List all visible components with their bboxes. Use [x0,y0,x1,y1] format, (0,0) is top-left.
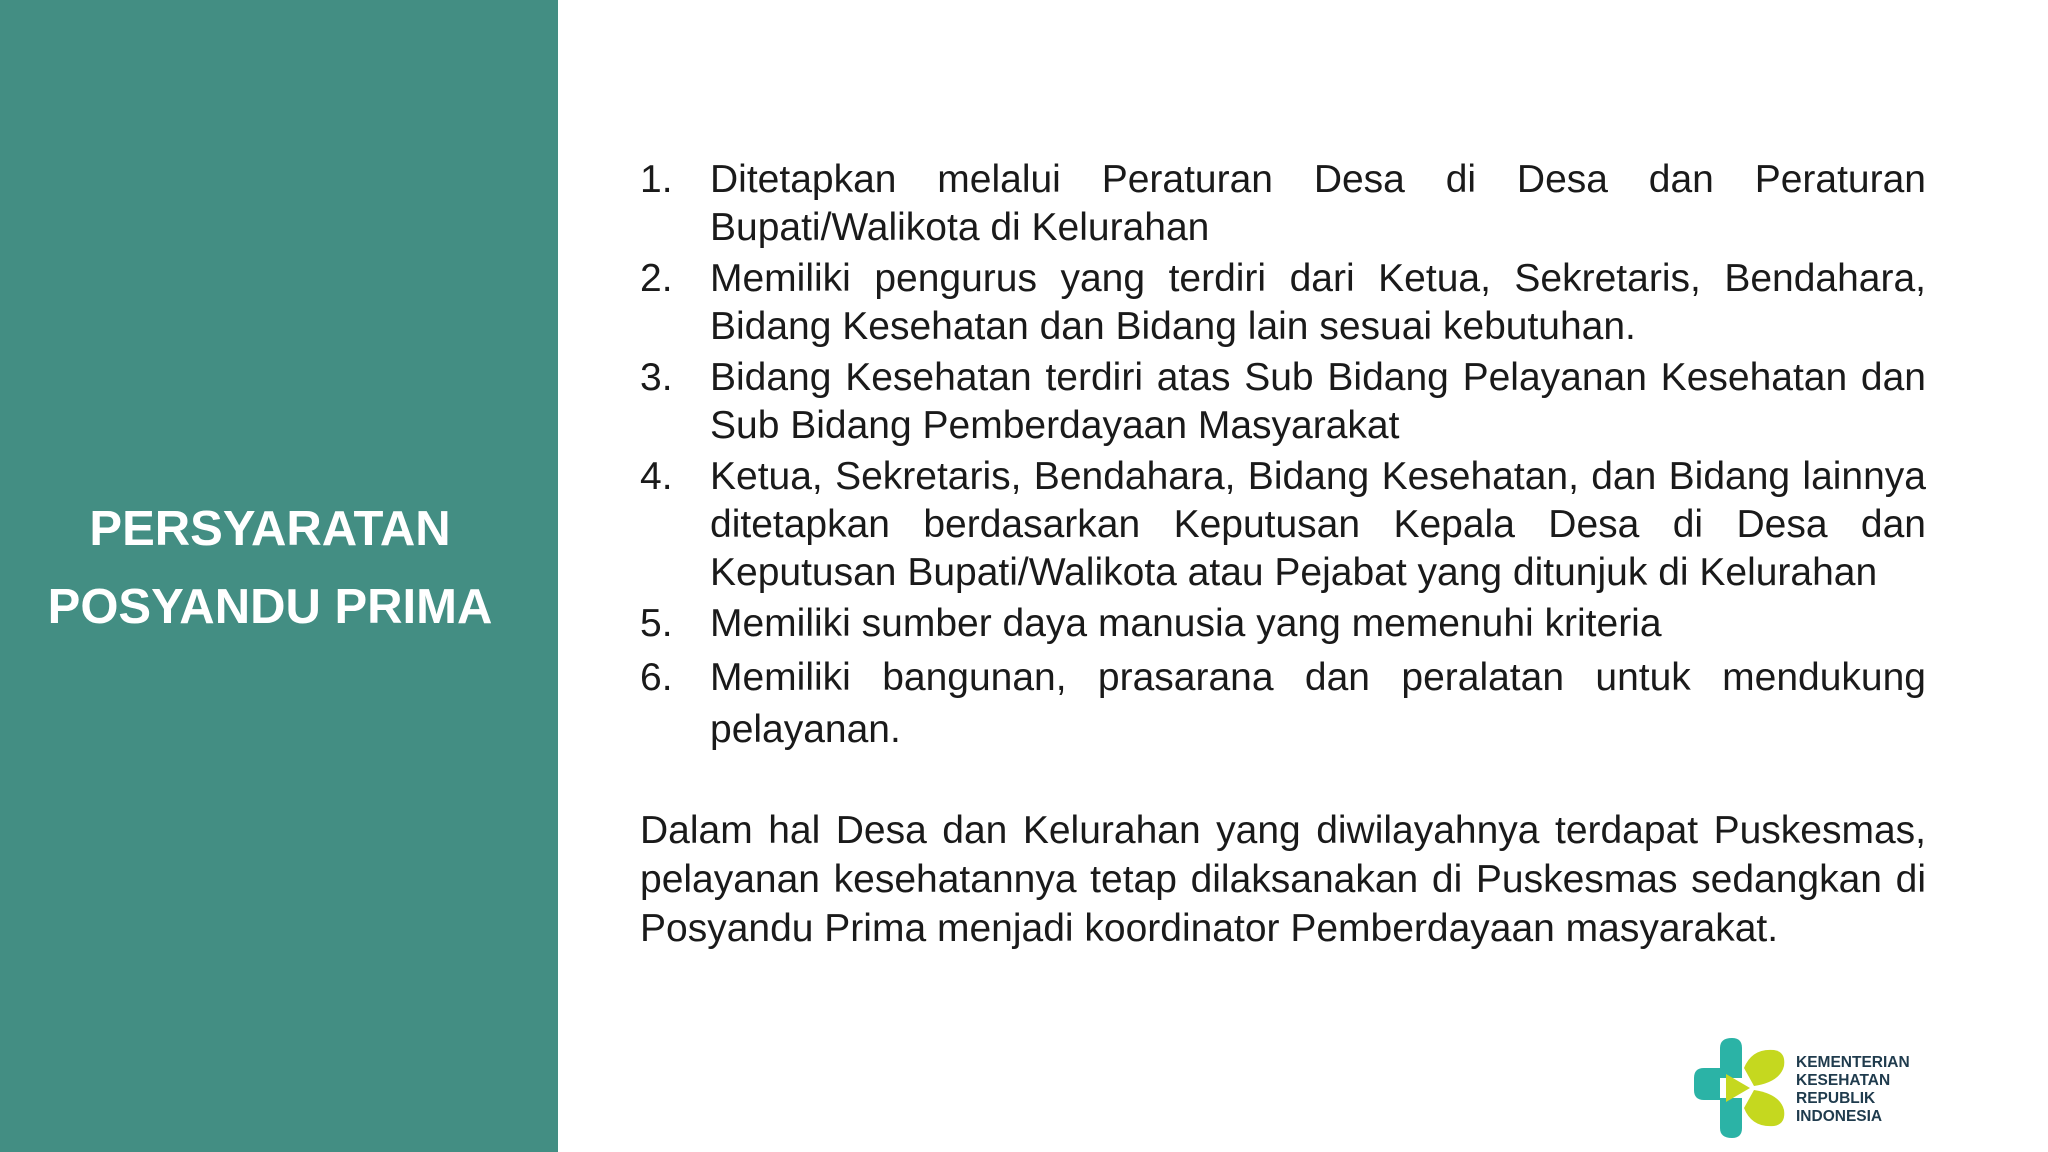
requirement-item [640,156,1926,252]
kemenkes-logo [1690,1038,1930,1138]
logo-text-line1: KEMENTERIAN [1796,1054,1910,1071]
requirement-number: 2. [640,257,673,300]
requirement-text: Memiliki bangunan, prasarana dan peralatan untuk mendukung pelayanan. [710,656,1926,751]
note-paragraph: Dalam hal Desa dan Kelurahan yang diwilayahnya terdapat Puskesmas, pelayanan kesehatannya tetap dilaksanakan di Puskesmas sedangkan di Posyandu Prima menjadi koordinator Pemberdayaan masyarakat. [640,809,1926,950]
sidebar-panel [0,0,558,1152]
requirement-text: Memiliki pengurus yang terdiri dari Ketua, Sekretaris, Bendahara, Bidang Kesehatan dan Bidang lain sesuai kebutuhan. [710,257,1926,348]
requirement-text: Bidang Kesehatan terdiri atas Sub Bidang Pelayanan Kesehatan dan Sub Bidang Pemberdayaan Masyarakat [710,356,1926,447]
requirement-item [640,652,1926,756]
requirement-number: 6. [640,656,673,699]
content-area [640,156,1926,992]
requirement-item [640,453,1926,597]
logo-text-line4: INDONESIA [1796,1108,1883,1125]
requirement-item [640,354,1926,450]
requirement-item [640,255,1926,351]
logo-text-line2: KESEHATAN [1796,1072,1891,1089]
logo-text-line3: REPUBLIK [1796,1090,1876,1107]
requirement-number: 3. [640,356,673,399]
requirement-number: 4. [640,455,673,498]
requirement-text: Memiliki sumber daya manusia yang memenuhi kriteria [710,602,1662,645]
requirement-text: Ketua, Sekretaris, Bendahara, Bidang Kesehatan, dan Bidang lainnya ditetapkan berdasarkan Keputusan Kepala Desa di Desa dan Keputusan Bupati/Walikota atau Pejabat yang ditunjuk di Kelurahan [710,455,1926,594]
slide-title-line1: PERSYARATAN [89,502,451,556]
requirement-text: Ditetapkan melalui Peraturan Desa di Desa dan Peraturan Bupati/Walikota di Kelurahan [710,158,1926,249]
slide-title [0,490,540,646]
requirement-number: 5. [640,602,673,645]
requirements-list [640,156,1926,756]
logo-text [1796,1054,1910,1126]
requirement-item [640,600,1926,648]
slide-title-line2: POSYANDU PRIMA [47,580,493,634]
kemenkes-logo-icon [1690,1038,1786,1138]
requirement-number: 1. [640,158,673,201]
